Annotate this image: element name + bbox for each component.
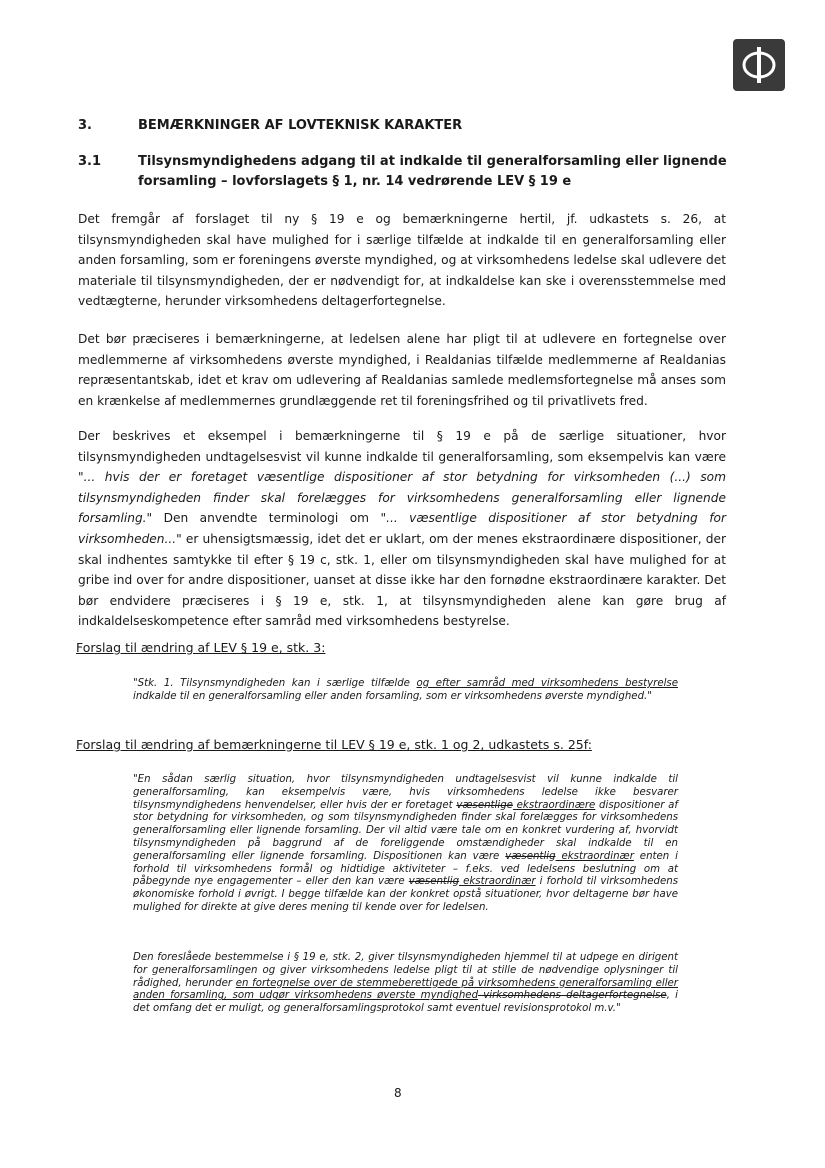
q2-inserted-3: ekstraordinær <box>459 876 536 888</box>
subsection-title: Tilsynsmyndighedens adgang til at indkalde til generalforsamling eller lignende forsamling – lovforslagets § 1, nr. 14 vedrørende LEV § 19 e <box>138 154 727 189</box>
q2-inserted-2: ekstraordinær <box>555 850 634 862</box>
section-title: BEMÆRKNINGER AF LOVTEKNISK KARAKTER <box>138 118 463 133</box>
q3-text-a: Den foreslåede bestemmelse i § 19 e, stk. 2, giver tilsynsmyndigheden hjemmel til at udpege en dirigent for generalforsamlingen og giver virksomhedens ledelse pligt til at stille de nødvendige oplysninger til rådighed, herunder <box>133 952 678 989</box>
q2-text-j: i forhold til virksomhedens økonomiske forhold i øvrigt. I begge tilfælde kan der konkret opstå situationer, hvor deltagerne bør have mulighed for direkte at give deres mening til kende over for ledelsen. <box>133 876 678 913</box>
logo-mark-icon <box>733 39 785 91</box>
paragraph-3-text-a: Der beskrives et eksempel i bemærkningerne til § 19 e på de særlige situationer, hvor tilsynsmyndigheden undtagelsesvist vil kunne indkalde til generalforsamling, som eksempelvis kan være <box>78 429 726 464</box>
subsection-heading <box>78 152 738 192</box>
q2-text-g: enten i forhold til virksomhedens formål og hidtidige aktiviteter – f.eks. ved ledelsens beslutning om at påbegynde nye engagementer – eller den kan være <box>133 850 679 888</box>
proposal-1-quote <box>133 678 678 704</box>
paragraph-3 <box>78 426 726 632</box>
paragraph-2: Det bør præciseres i bemærkningerne, at ledelsen alene har pligt til at udlevere en fortegnelse over medlemmerne af virksomhedens øverste myndighed, i Realdanias tilfælde medlemmerne af Realdanias repræsentantskab, idet et krav om udlevering af Realdanias samlede medlemsfortegnelse må anses som en krænkelse af medlemmernes grundlæggende ret til foreningsfrihed og til privatlivets fred. <box>78 332 726 408</box>
proposal-1-heading: Forslag til ændring af LEV § 19 e, stk. 3: <box>76 640 326 655</box>
proposal-2-heading: Forslag til ændring af bemærkningerne til LEV § 19 e, stk. 1 og 2, udkastets s. 25f: <box>76 737 592 752</box>
proposal-1-quote-a: "Stk. 1. Tilsynsmyndigheden kan i særlige tilfælde <box>133 678 417 689</box>
q2-deleted-3: væsentlig <box>408 876 460 888</box>
proposal-1-quote-c: indkalde til en generalforsamling eller anden forsamling, som er virksomhedens øverste myndighed." <box>133 690 652 702</box>
paragraph-1: Det fremgår af forslaget til ny § 19 e og bemærkningerne hertil, jf. udkastets s. 26, at tilsynsmyndigheden skal have mulighed for i særlige tilfælde at indkalde til en generalforsamling eller anden forsamling, som er foreningens øverste myndighed, og at virksomhedens ledelse skal udlevere det materiale til tilsynsmyndigheden, der er nødvendigt for, at indkaldelse kan ske i overensstemmelse med vedtægterne, herunder virksomhedens deltagerfortegnelse. <box>78 212 726 309</box>
section-heading <box>78 118 462 133</box>
proposal-2-quote-2 <box>133 952 678 1016</box>
q2-deleted-1: væsentlige <box>456 799 513 811</box>
proposal-1-quote-inserted: og efter samråd med virksomhedens bestyrelse <box>416 678 678 689</box>
q2-text-a: "En sådan særlig situation, hvor tilsynsmyndigheden undtagelsesvist vil kunne indkalde til generalforsamling, kan eksempelvis være, hvis virksomhedens ledelse ikke besvarer tilsynsmyndighedens henvendelser, eller hvis der er foretaget <box>133 774 678 811</box>
paragraph-3-text-e: er uhensigtsmæssig, idet det er uklart, om der menes ekstraordinære dispositioner, der skal indhentes samtykke til efter § 19 c, stk. 1, eller om tilsynsmyndigheden skal have mulighed for at gribe ind over for andre dispositioner, uanset at disse ikke har den fornødne ekstraordinære karakter. Det bør endvidere præciseres i § 19 e, stk. 1, at tilsynsmyndigheden alene kan gøre brug af indkaldelseskompetence efter samråd med virksomhedens bestyrelse. <box>78 531 726 629</box>
company-logo <box>733 39 785 91</box>
subsection-number: 3.1 <box>78 154 102 169</box>
paragraph-3-quote-2: "... væsentlige dispositioner af stor betydning for virksomheden..." <box>78 511 726 546</box>
proposal-2-quote-1 <box>133 774 678 915</box>
q2-text-d: dispositioner af stor betydning for virksomheden, og som tilsynsmyndigheden finder skal forelægges for virksomhedens generalforsamling eller lignende forsamling. Der vil altid være tale om en konkret vurdering af, hvorvidt tilsynsmyndigheden på baggrund af de foreliggende omstændigheder skal indkalde til en generalforsamling eller lignende forsamling. Dispositionen kan være <box>133 799 678 862</box>
q3-inserted: en fortegnelse over de stemmeberettigede på virksomhedens generalforsamling eller anden forsamling, som udgør virksomhedens øverste myndighed <box>133 977 678 1002</box>
section-number: 3. <box>78 118 92 133</box>
paragraph-3-text-c: Den anvendte terminologi om <box>152 511 381 526</box>
q3-text-d: , i det omfang det er muligt, og generalforsamlingsprotokol samt eventuel revisionsprotokol m.v." <box>133 990 678 1015</box>
q2-deleted-2: væsentlig <box>505 850 556 862</box>
q3-deleted: virksomhedens deltagerfortegnelse <box>478 990 667 1002</box>
q2-inserted-1: ekstraordinære <box>512 799 596 811</box>
paragraph-3-quote-1: "... hvis der er foretaget væsentlige dispositioner af stor betydning for virksomheden (...) som tilsynsmyndigheden finder skal forelægges for virksomhedens generalforsamling eller lignende forsamling." <box>78 470 726 526</box>
page-number: 8 <box>394 1086 402 1100</box>
